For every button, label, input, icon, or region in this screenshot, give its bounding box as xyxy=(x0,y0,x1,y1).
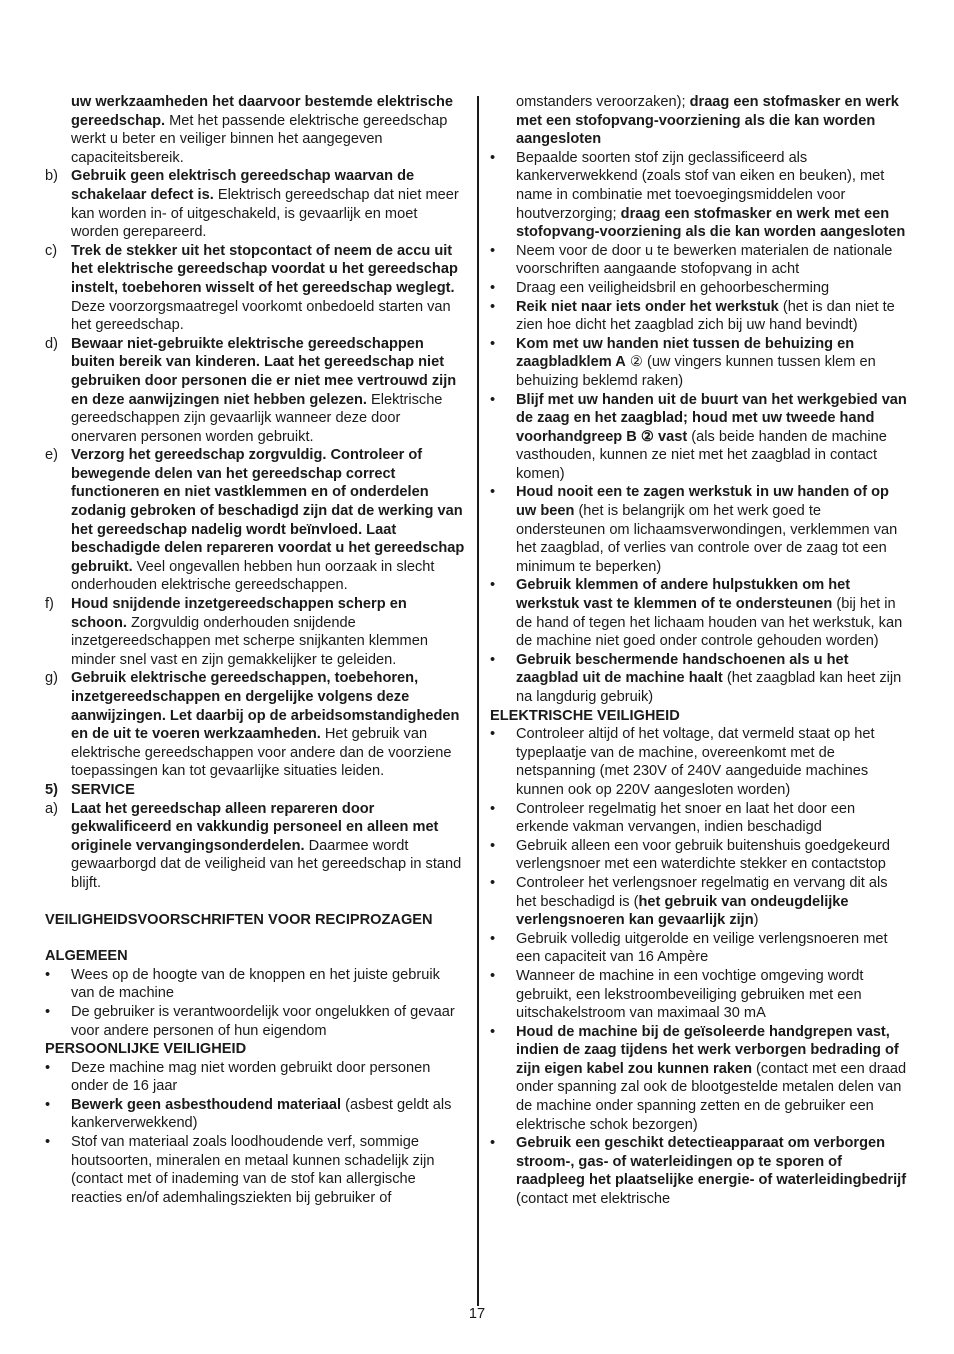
list-item: • Gebruik volledig uitgerolde en veilige verlengsnoeren met een capaciteit van 16 Ampère xyxy=(490,930,888,966)
page-number: 17 xyxy=(468,1306,486,1322)
personal-safety-title: PERSOONLIJKE VEILIGHEID xyxy=(45,1041,247,1058)
list-item: • Bewerk geen asbesthoudend materiaal (asbest geldt als kankerverwekkend) xyxy=(45,1096,452,1132)
list-item: e) Verzorg het gereedschap zorgvuldig. Controleer of bewegende delen van het gereedschap correct functioneren en niet vastklemmen en of onderdelen zodanig gebroken of beschadigd zijn dat de werking van het gereedschap nadelig wordt beïnvloed. Laat beschadigde delen repareren voordat u het gereedschap gebruikt. Veel ongevallen hebben hun oorzaak in slecht onderhouden elektrische gereedschappen. xyxy=(45,447,465,594)
list-item: • Gebruik alleen een voor gebruik buitenshuis goedgekeurd verlengsnoer met een waterdichte stekker en contactstop xyxy=(490,837,891,873)
list-item: • Draag een veiligheidsbril en gehoorbescherming xyxy=(490,279,830,296)
list-item: • Gebruik klemmen of andere hulpstukken om het werkstuk vast te klemmen of te ondersteunen (bij het in de hand of tegen het lichaam houden van het werkstuk, kan de machine niet goed onder controle gehouden worden) xyxy=(490,577,903,650)
bullet: • xyxy=(490,1135,496,1152)
list-item: c) Trek de stekker uit het stopcontact of neem de accu uit het elektrische gereedschap voordat u het gereedschap instelt, toebehoren wisselt of het gereedschap weglegt. Deze voorzorgsmaatregel voorkomt onbedoeld starten van het gereedschap. xyxy=(45,242,458,334)
column-divider xyxy=(477,96,479,1306)
list-item: • Reik niet naar iets onder het werkstuk (het is dan niet te zien hoe dicht het zaagblad zich bij uw hand bevindt) xyxy=(490,298,895,334)
bullet: • xyxy=(45,966,51,983)
list-item: • Bepaalde soorten stof zijn geclassificeerd als kankerverwekkend (zoals stof van eiken en beuken), met name in combinatie met toevoegingsmiddelen voor houtverzorging; draag een stofmasker en werk met een stofopvang-voorziening als die kan worden aangesloten xyxy=(490,149,906,241)
list-item: • Controleer het verlengsnoer regelmatig en vervang dit als het beschadigd is (het gebruik van ondeugdelijke verlengsnoeren kan gevaarlijk zijn) xyxy=(490,874,888,929)
bullet: • xyxy=(45,1096,51,1113)
bullet: • xyxy=(490,242,496,259)
list-item: • De gebruiker is verantwoordelijk voor ongelukken of gevaar voor andere personen of hun eigendom xyxy=(45,1003,455,1039)
item-marker: c) xyxy=(45,242,58,259)
bullet: • xyxy=(490,726,496,743)
list-item: • Gebruik beschermende handschoenen als u het zaagblad uit de machine haalt (het zaagblad kan heet zijn na langdurig gebruik) xyxy=(490,651,902,705)
continued-paragraph: omstanders veroorzaken); draag een stofmasker en werk met een stofopvang-voorziening als die kan worden aangesloten xyxy=(516,94,899,148)
list-item: • Gebruik een geschikt detectieapparaat om verborgen stroom-, gas- of waterleidingen op te sporen of raadpleeg het plaatselijke energie- of waterleidingbedrijf (contact met elektrische xyxy=(490,1135,907,1208)
list-item: • Deze machine mag niet worden gebruikt door personen onder de 16 jaar xyxy=(45,1059,431,1095)
list-item: g) Gebruik elektrische gereedschappen, toebehoren, inzetgereedschappen en dergelijke volgens deze aanwijzingen. Let daarbij op de arbeidsomstandigheden en de uit te voeren werkzaamheden. Het gebruik van elektrische gereedschappen voor andere dan de voorziene toepassingen kan tot gevaarlijke situaties leiden. xyxy=(45,670,460,780)
intro-paragraph: uw werkzaamheden het daarvoor bestemde elektrische gereedschap. Met het passende elektrische gereedschap werkt u beter en veiliger binnen het aangegeven capaciteitsbereik. xyxy=(71,94,454,166)
list-item: f) Houd snijdende inzetgereedschappen scherp en schoon. Zorgvuldig onderhouden snijdende inzetgereedschappen met scherpe snijkanten klemmen minder snel vast en zijn gemakkelijker te geleiden. xyxy=(45,596,428,668)
item-marker: e) xyxy=(45,447,58,464)
list-item: • Houd nooit een te zagen werkstuk in uw handen of op uw been (het is belangrijk om het werk goed te ondersteunen om lichaamsverwondingen, verklemmen van het zaagblad, of verlies van controle over de zaag tot een minimum te beperken) xyxy=(490,484,898,575)
bullet: • xyxy=(490,1023,496,1040)
section-title: VEILIGHEIDSVOORSCHRIFTEN VOOR RECIPROZAGEN xyxy=(45,911,433,928)
bullet: • xyxy=(490,149,496,166)
bullet: • xyxy=(490,577,496,594)
list-item: • Houd de machine bij de geïsoleerde handgrepen vast, indien de zaag tijdens het werk verborgen bedrading of zijn eigen kabel zou kunnen raken (contact met een draad onder spanning zal ook de blootgestelde metalen delen van de machine onder spanning zetten en de gebruiker een elektrische schok bezorgen) xyxy=(490,1023,907,1133)
list-item: • Stof van materiaal zoals loodhoudende verf, sommige houtsoorten, mineralen en metaal kunnen schadelijk zijn (contact met of inademing van de stof kan allergische reacties en/of ademhalingsziekten bij gebruiker of xyxy=(45,1134,435,1206)
general-title: ALGEMEEN xyxy=(45,948,128,965)
bullet: • xyxy=(490,967,496,984)
bullet: • xyxy=(490,651,496,668)
bullet: • xyxy=(490,391,496,408)
bullet: • xyxy=(45,1059,51,1076)
list-item: • Controleer altijd of het voltage, dat vermeld staat op het typeplaatje van de machine, overeenkomt met de netspanning (met 230V of 240V aangeduide machines kunnen ook op 220V aangesloten worden) xyxy=(490,726,875,798)
list-item: d) Bewaar niet-gebruikte elektrische gereedschappen buiten bereik van kinderen. Laat het gereedschap niet gebruiken door personen die er niet mee vertrouwd zijn en deze aanwijzingen niet hebben gelezen. Elektrische gereedschappen zijn gevaarlijk wanneer deze door onervaren personen worden gebruikt. xyxy=(45,335,457,445)
list-item: • Wees op de hoogte van de knoppen en het juiste gebruik van de machine xyxy=(45,966,440,1002)
bullet: • xyxy=(490,298,496,315)
bullet: • xyxy=(490,874,496,891)
item-marker: d) xyxy=(45,335,58,352)
service-item: a) Laat het gereedschap alleen repareren door gekwalificeerd en vakkundig personeel en alleen met originele vervangingsonderdelen. Daarmee wordt gewaarborgd dat de veiligheid van het gereedschap in stand blijft. xyxy=(45,800,462,891)
bullet: • xyxy=(490,484,496,501)
list-item: • Blijf met uw handen uit de buurt van het werkgebied van de zaag en het zaagblad; houd met uw tweede hand voorhandgreep B ② vast (als beide handen de machine vasthouden, kunnen ze niet met het zaagblad in contact komen) xyxy=(490,391,907,482)
bullet: • xyxy=(490,279,496,296)
list-item: • Controleer regelmatig het snoer en laat het door een erkende vakman vervangen, indien beschadigd xyxy=(490,800,856,836)
bullet: • xyxy=(490,837,496,854)
list-item: • Kom met uw handen niet tussen de behuizing en zaagbladklem A ② (uw vingers kunnen tussen klem en behuizing beklemd raken) xyxy=(490,335,876,389)
bullet: • xyxy=(490,930,496,947)
left-column xyxy=(45,93,465,1207)
list-item: • Wanneer de machine in een vochtige omgeving wordt gebruikt, een lekstroombeveiliging gebruiken met een uitschakelstroom van maximaal 30 mA xyxy=(490,967,864,1022)
item-marker: g) xyxy=(45,670,58,687)
list-item: b) Gebruik geen elektrisch gereedschap waarvan de schakelaar defect is. Elektrisch gereedschap dat niet meer kan worden in- of uitgeschakeld, is gevaarlijk en moet worden gerepareerd. xyxy=(45,168,459,241)
item-marker: b) xyxy=(45,168,58,185)
electric-safety-title: ELEKTRISCHE VEILIGHEID xyxy=(490,707,680,724)
bullet: • xyxy=(45,1003,51,1020)
list-item: • Neem voor de door u te bewerken materialen de nationale voorschriften aangaande stofopvang in acht xyxy=(490,242,893,278)
service-heading: 5) SERVICE xyxy=(45,781,135,798)
item-marker: f) xyxy=(45,596,54,613)
bullet: • xyxy=(490,335,496,352)
bullet: • xyxy=(490,800,496,817)
bullet: • xyxy=(45,1134,51,1151)
right-column xyxy=(490,93,910,1209)
